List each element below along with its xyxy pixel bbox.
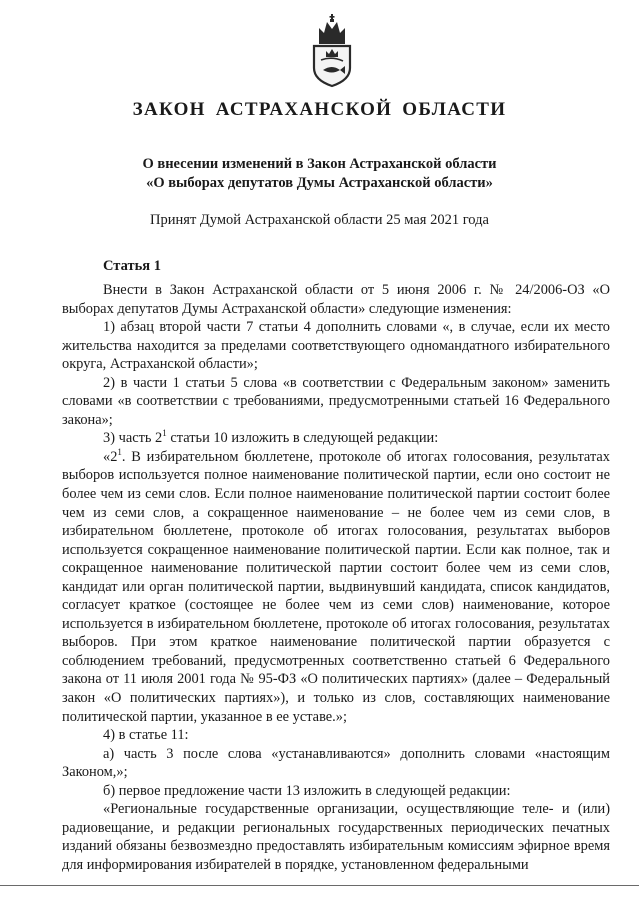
item3-text-end: статьи 10 изложить в следующей редакции: [166,430,439,447]
paragraph-item-2: 2) в части 1 статьи 5 слова «в соответствии с Федеральным законом» заменить словами «в соответствии с требованиями, предусмотренными статьей 16 Федерального закона»; [62,374,610,428]
subtitle-line-2: «О выборах депутатов Думы Астраханской области» [146,175,493,191]
article-heading: Статья 1 [103,258,161,274]
paragraph-item-4a: а) часть 3 после слова «устанавливаются» дополнить словами «настоящим Законом,»; [62,745,610,781]
item3-superscript: 1 [162,428,167,439]
law-subtitle [0,155,639,193]
paragraph-item-1: 1) абзац второй части 7 статьи 4 дополнить словами «, в случае, если их место жительства находится за пределами соответствующего одномандатного избирательного округа, Астраханской области»; [62,319,610,373]
paragraph-quote-2: «Региональные государственные организации, осуществляющие теле- и (или) радиовещание, и редакции региональных государственных периодических печатных изданий обязаны безвозмездно предоставлять избирательным комиссиям эфирное время для информирования избирателей в порядке, установленном федеральными [62,801,610,873]
bottom-divider [0,885,639,886]
paragraph-intro: Внести в Закон Астраханской области от 5 июня 2006 г. № 24/2006-ОЗ «О выборах депутатов Думы Астраханской области» следующие изменения: [62,282,610,317]
quote1-superscript: 1 [117,447,122,458]
coat-of-arms-icon [309,10,355,88]
law-title: ЗАКОН АСТРАХАНСКОЙ ОБЛАСТИ [132,99,507,120]
article-body [62,281,610,875]
quote1-text-start: «2 [103,448,118,465]
paragraph-item-4: 4) в статье 11: [103,727,189,744]
quote1-text-end: . В избирательном бюллетене, протоколе об итогах голосования, результатах выборов используется полное наименование политической партии, если оно состоит не более чем из семи слов. Если полное наименование политической партии состоит более чем из семи слов, а сокращенное наименование – не более чем из семи слов, в избирательном бюллетене, протоколе об итогах голосования, результатах выборов используется сокращенное наименование политической партии. Если как полное, так и сокращенное наименование политической партии состоит более чем из семи слов, кандидат или орган политической партии, выдвинувший кандидата, список кандидатов, согласует краткое (состоящее не более чем из семи слов) наименование, которое используется в избирательном бюллетене, протоколе об итогах голосования, результатах выборов. При этом краткое наименование политической партии образуется с соблюдением требований, предусмотренных соответственно статьей 6 Федерального закона от 11 июля 2001 года № 95-ФЗ «О политических партиях» (далее – Федеральный закон «О политических партиях»), и только из слов, составляющих наименование политической партии, указанное в ее уставе.»; [62,448,610,725]
paragraph-item-3 [62,429,610,448]
paragraph-quote-1 [62,448,610,726]
item3-text-start: 3) часть 2 [103,430,163,447]
paragraph-item-4b: б) первое предложение части 13 изложить в следующей редакции: [103,782,511,799]
adoption-note: Принят Думой Астраханской области 25 мая 2021 года [150,212,489,228]
subtitle-line-1: О внесении изменений в Закон Астраханской области [142,156,497,172]
